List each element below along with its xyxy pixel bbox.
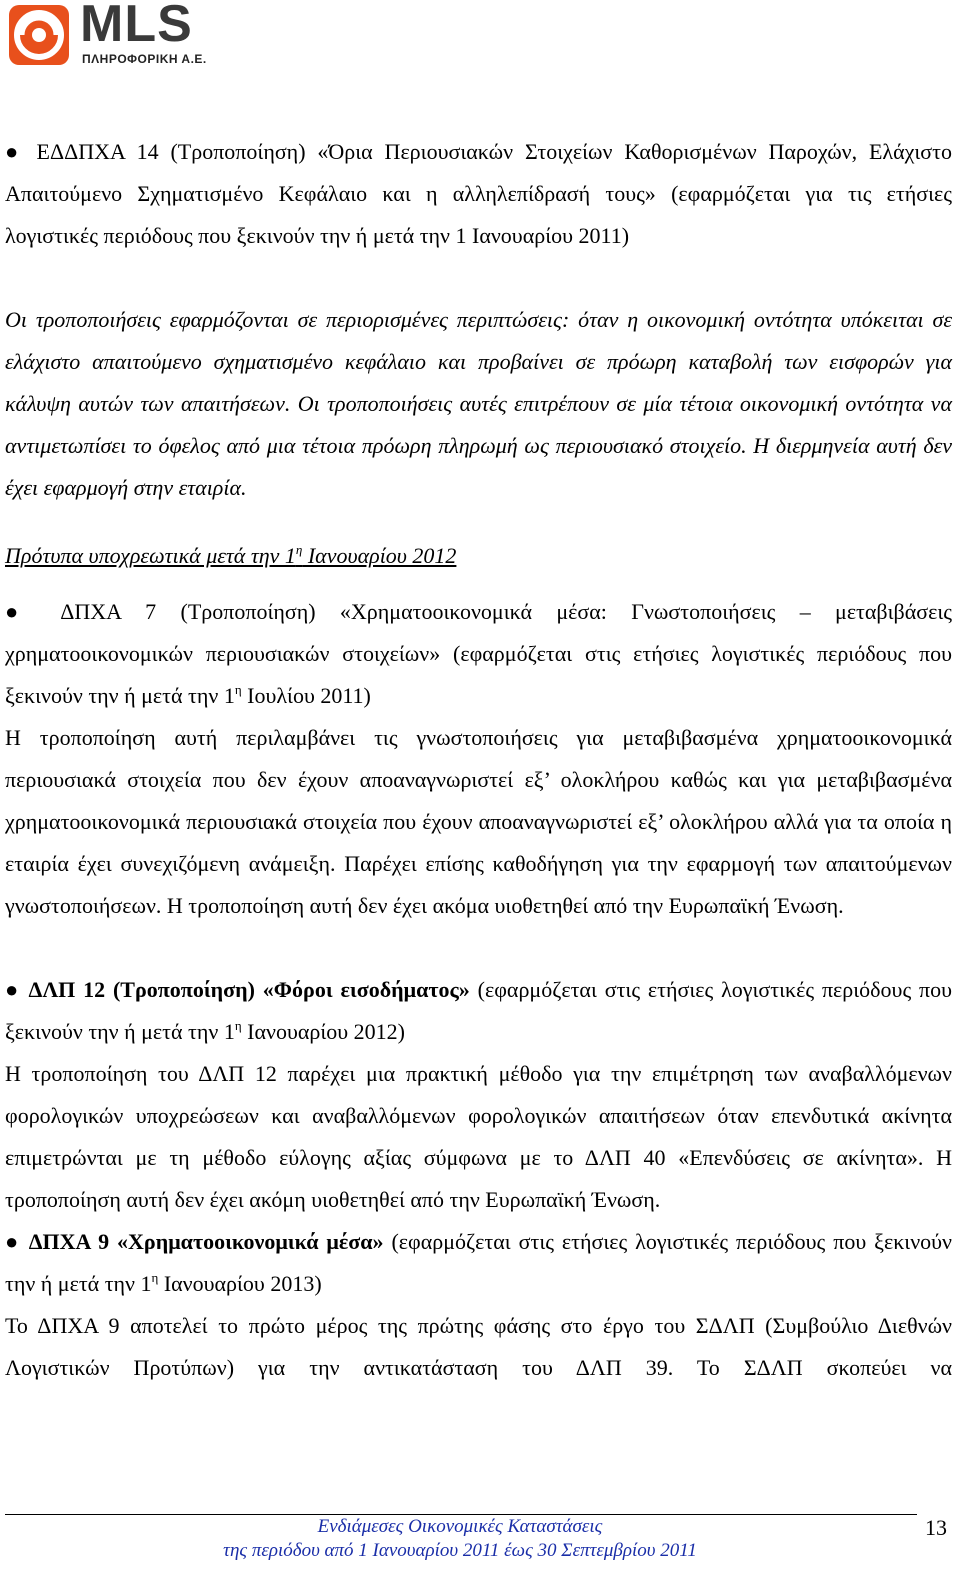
bullet: ● [5,1229,21,1254]
paragraph-text: Το ΔΠΧΑ 9 αποτελεί το πρώτο μέρος της πρώτης φάσης στο έργο του ΣΔΛΠ (Συμβούλιο Διεθνών Λογιστικών Προτύπων) για την αντικατάσταση του ΔΛΠ 39. Το ΣΔΛΠ σκοπεύει να [5,1313,952,1380]
paragraph-edpxa14 [5,131,952,257]
page-number: 13 [925,1515,947,1540]
section-heading: Πρότυπα υποχρεωτικά μετά την $1^\eta$ Ιανουαρίου 2012 [5,542,457,568]
spacer [5,577,952,591]
paragraph-dlp12-title: ● ΔΛΠ 12 (Τροποποίηση) «Φόροι εισοδήματος» (εφαρμόζεται στις ετήσιες λογιστικές περιόδους που ξεκινούν την ή μετά την $1^\eta$ Ιανουαρίου 2012) [5,977,953,1044]
paragraph-dpxa9-body [5,1305,952,1389]
standard-name: ΔΠΧΑ 9 «Χρηματοοικονομικά μέσα» [28,1229,384,1254]
standard-name: ΔΛΠ 12 (Τροποποίηση) «Φόροι εισοδήματος» [28,977,470,1002]
document-body [5,131,952,1389]
paragraph-text: Η τροποποίηση του ΔΛΠ 12 παρέχει μια πρακτική μέθοδο για την επιμέτρηση των αναβαλλόμενων φορολογικών υποχρεώσεων και αναβαλλόμενων φορολογικών απαιτήσεων όταν επενδυτικά ακίνητα επιμετρώνται με τη μέθοδο εύλογης αξίας σύμφωνα με το ΔΛΠ 40 «Επενδύσεις σε ακίνητα». Η τροποποίηση αυτή δεν έχει ακόμη υιοθετηθεί από την Ευρωπαϊκή Ένωση. [5,1061,952,1212]
footer-period: της περιόδου από 1 Ιανουαρίου 2011 έως 30 Σεπτεμβρίου 2011 [223,1540,697,1561]
logo-subtitle: ΠΛΗΡΟΦΟΡΙΚΗ Α.Ε. [82,52,207,66]
paragraph-dpxa7-body [5,717,952,927]
bullet: ● [5,977,21,1002]
logo-wordmark: MLS [80,0,193,53]
paragraph-dlp12-body [5,1053,952,1221]
spacer [5,927,952,969]
paragraph-text: ΕΔΔΠΧΑ 14 (Τροποποίηση) «Όρια Περιουσιακών Στοιχείων Καθορισμένων Παροχών, Ελάχιστο Απαιτούμενο Σχηματισμένο Κεφάλαιο και η αλληλεπίδρασή τους» (εφαρμόζεται για τις ετήσιες λογιστικές περιόδους που ξεκινούν την ή μετά την 1 Ιανουαρίου 2011) [5,139,952,248]
company-logo [8,2,238,70]
paragraph-text: Η τροποποίηση αυτή περιλαμβάνει τις γνωστοποιήσεις για μεταβιβασμένα χρηματοοικονομικά περιουσιακά στοιχεία που δεν έχουν αποαναγνωριστεί εξ’ ολοκλήρου καθώς και για μεταβιβασμένα χρηματοοικονομικά περιουσιακά στοιχεία που έχουν αποαναγνωριστεί εξ’ ολοκλήρου αλλά για τα οποία η εταιρία έχει συνεχιζόμενη ανάμειξη. Παρέχει επίσης καθοδήγηση για την εφαρμογή των απαιτούμενων γνωστοποιήσεων. Η τροποποίηση αυτή δεν έχει ακόμα υιοθετηθεί από την Ευρωπαϊκή Ένωση. [5,725,952,918]
page-footer [0,1515,920,1563]
paragraph-dpxa9-title: ● ΔΠΧΑ 9 «Χρηματοοικονομικά μέσα» (εφαρμόζεται στις ετήσιες λογιστικές περιόδους που ξεκινούν την ή μετά την $1^\eta$ Ιανουαρίου 2013) [5,1229,952,1296]
bullet: ● [5,139,25,164]
bullet: ● [5,599,38,624]
mls-logo-icon [8,4,70,66]
spacer [5,509,952,535]
paragraph-dpxa7-title: ● ΔΠΧΑ 7 (Τροποποίηση) «Χρηματοοικονομικά μέσα: Γνωστοποιήσεις – μεταβιβάσεις χρηματοοικονομικών περιουσιακών στοιχείων» (εφαρμόζεται στις ετήσιες λογιστικές περιόδους που ξεκινούν την ή μετά την $1^\eta$ Ιουλίου 2011) [5,599,952,708]
spacer [5,257,952,299]
footer-title: Ενδιάμεσες Οικονομικές Καταστάσεις [317,1516,603,1537]
paragraph-text: Οι τροποποιήσεις εφαρμόζονται σε περιορισμένες περιπτώσεις: όταν η οικονομική οντότητα υπόκειται σε ελάχιστο απαιτούμενο σχηματισμένο κεφάλαιο και προβαίνει σε πρόωρη καταβολή των εισφορών για κάλυψη αυτών των απαιτήσεων. Οι τροποποιήσεις αυτές επιτρέπουν σε μία τέτοια οικονομική οντότητα να αντιμετωπίσει το όφελος από μια τέτοια πρόωρη πληρωμή ως περιουσιακό στοιχείο. Η διερμηνεία αυτή δεν έχει εφαρμογή στην εταιρία. [5,307,952,500]
paragraph-edpxa14-details [5,299,952,509]
